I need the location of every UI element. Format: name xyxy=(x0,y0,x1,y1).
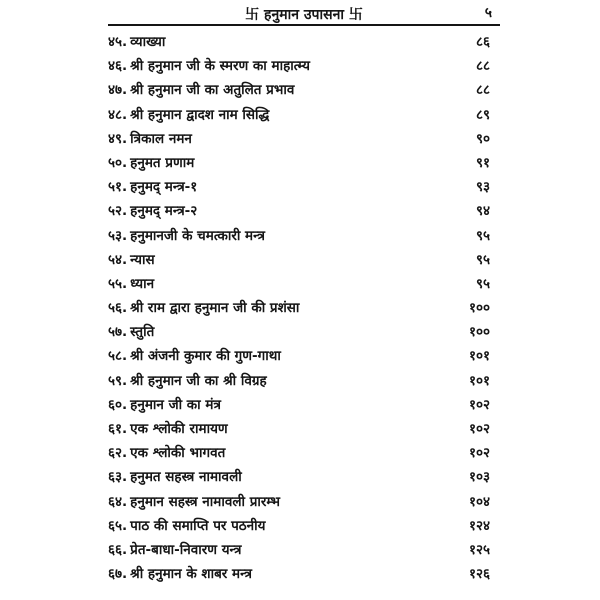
entry-title: प्रेत-बाधा-निवारण यन्त्र xyxy=(130,541,242,558)
entry-number: ४९. xyxy=(108,130,128,147)
entry-title: श्री हनुमान के शाबर मन्त्र xyxy=(130,566,252,583)
toc-entry xyxy=(108,30,496,54)
entry-title: एक श्लोकी रामायण xyxy=(130,421,228,437)
toc-entry xyxy=(108,224,496,248)
entry-number: ६०. xyxy=(108,396,128,413)
toc-entry xyxy=(108,272,496,296)
toc-entry xyxy=(108,127,496,151)
toc-entry xyxy=(108,320,496,344)
entry-title: श्री हनुमान जी का अतुलित प्रभाव xyxy=(130,82,295,99)
toc-entry xyxy=(108,296,496,320)
entry-number: ५०. xyxy=(108,154,128,171)
entry-page-number: ८८ xyxy=(475,82,490,99)
toc-entry xyxy=(108,54,496,78)
entry-title: श्री राम द्वारा हनुमान जी की प्रशंसा xyxy=(130,300,300,317)
entry-page-number: ९४ xyxy=(475,203,490,220)
entry-page-number: १२४ xyxy=(468,517,490,534)
entry-page-number: १०२ xyxy=(468,445,490,462)
entry-page-number: ८६ xyxy=(475,34,490,50)
toc-entry xyxy=(108,514,496,538)
entry-title: श्री हनुमान जी का श्री विग्रह xyxy=(130,372,267,389)
toc-entry xyxy=(108,151,496,175)
entry-page-number: ९१ xyxy=(475,154,490,171)
entry-number: ६२. xyxy=(108,445,128,462)
entry-number: ५६. xyxy=(108,300,128,317)
entry-page-number: १०१ xyxy=(468,372,490,389)
entry-number: ५५. xyxy=(108,275,128,292)
entry-page-number: १०४ xyxy=(468,493,490,510)
entry-page-number: १०२ xyxy=(468,421,490,437)
entry-number: ५३. xyxy=(108,227,128,244)
entry-title: श्री अंजनी कुमार की गुण-गाथा xyxy=(130,348,281,365)
entry-number: ६४. xyxy=(108,493,128,510)
entry-title: हनुमद् मन्त्र-२ xyxy=(130,203,198,220)
entry-title: श्री हनुमान द्वादश नाम सिद्धि xyxy=(130,106,270,123)
toc-entry xyxy=(108,248,496,272)
toc-entry xyxy=(108,393,496,417)
entry-page-number: १०३ xyxy=(468,469,490,486)
page-header xyxy=(108,2,500,26)
entry-title: ध्यान xyxy=(130,275,155,292)
toc-entry xyxy=(108,199,496,223)
entry-title: हनुमत सहस्त्र नामावली xyxy=(130,469,242,486)
entry-number: ५७. xyxy=(108,324,128,341)
entry-title: पाठ की समाप्ति पर पठनीय xyxy=(130,517,266,534)
entry-page-number: ८९ xyxy=(475,106,490,123)
entry-page-number: १२६ xyxy=(468,566,490,583)
entry-number: ४७. xyxy=(108,82,128,99)
entry-number: ६१. xyxy=(108,421,128,437)
toc-entry xyxy=(108,78,496,102)
page-number: ५ xyxy=(484,5,492,21)
toc-entry xyxy=(108,490,496,514)
entry-title: श्री हनुमान जी के स्मरण का माहात्म्य xyxy=(130,58,311,75)
toc-entry xyxy=(108,562,496,586)
entry-title: त्रिकाल नमन xyxy=(130,130,192,147)
entry-number: ५४. xyxy=(108,251,128,268)
entry-number: ६६. xyxy=(108,541,128,558)
entry-title: व्याख्या xyxy=(130,34,166,50)
toc-entry xyxy=(108,465,496,489)
entry-number: ४५. xyxy=(108,34,128,50)
entry-title: स्तुति xyxy=(130,324,155,341)
entry-number: ६७. xyxy=(108,566,128,583)
entry-page-number: ९३ xyxy=(475,179,490,196)
entry-title: हनुमत प्रणाम xyxy=(130,154,195,171)
toc-entry xyxy=(108,441,496,465)
entry-page-number: ८८ xyxy=(475,58,490,75)
entry-title: हनुमानजी के चमत्कारी मन्त्र xyxy=(130,227,265,244)
entry-page-number: ९५ xyxy=(475,275,490,292)
entry-title: एक श्लोकी भागवत xyxy=(130,445,226,462)
toc-entry xyxy=(108,538,496,562)
entry-page-number: १२५ xyxy=(468,541,490,558)
entry-number: ५८. xyxy=(108,348,128,365)
entry-number: ४६. xyxy=(108,58,128,75)
entry-title: न्यास xyxy=(130,251,155,268)
entry-number: ५९. xyxy=(108,372,128,389)
running-title: 卐 हनुमान उपासना 卐 xyxy=(245,7,363,23)
entry-title: हनुमान जी का मंत्र xyxy=(130,396,221,413)
entry-page-number: ९५ xyxy=(475,227,490,244)
table-of-contents xyxy=(108,30,496,586)
entry-title: हनुमद् मन्त्र-१ xyxy=(130,179,198,196)
toc-entry xyxy=(108,417,496,441)
entry-page-number: १०१ xyxy=(468,348,490,365)
entry-page-number: १०२ xyxy=(468,396,490,413)
entry-page-number: ९५ xyxy=(475,251,490,268)
entry-number: ५२. xyxy=(108,203,128,220)
entry-page-number: १०० xyxy=(468,324,490,341)
entry-page-number: १०० xyxy=(468,300,490,317)
toc-entry xyxy=(108,103,496,127)
entry-number: ५१. xyxy=(108,179,128,196)
entry-number: ६३. xyxy=(108,469,128,486)
entry-title: हनुमान सहस्त्र नामावली प्रारम्भ xyxy=(130,493,280,510)
entry-number: ६५. xyxy=(108,517,128,534)
toc-entry xyxy=(108,344,496,368)
toc-entry xyxy=(108,369,496,393)
toc-entry xyxy=(108,175,496,199)
header-rule xyxy=(108,24,500,26)
entry-page-number: ९० xyxy=(475,130,490,147)
entry-number: ४८. xyxy=(108,106,128,123)
